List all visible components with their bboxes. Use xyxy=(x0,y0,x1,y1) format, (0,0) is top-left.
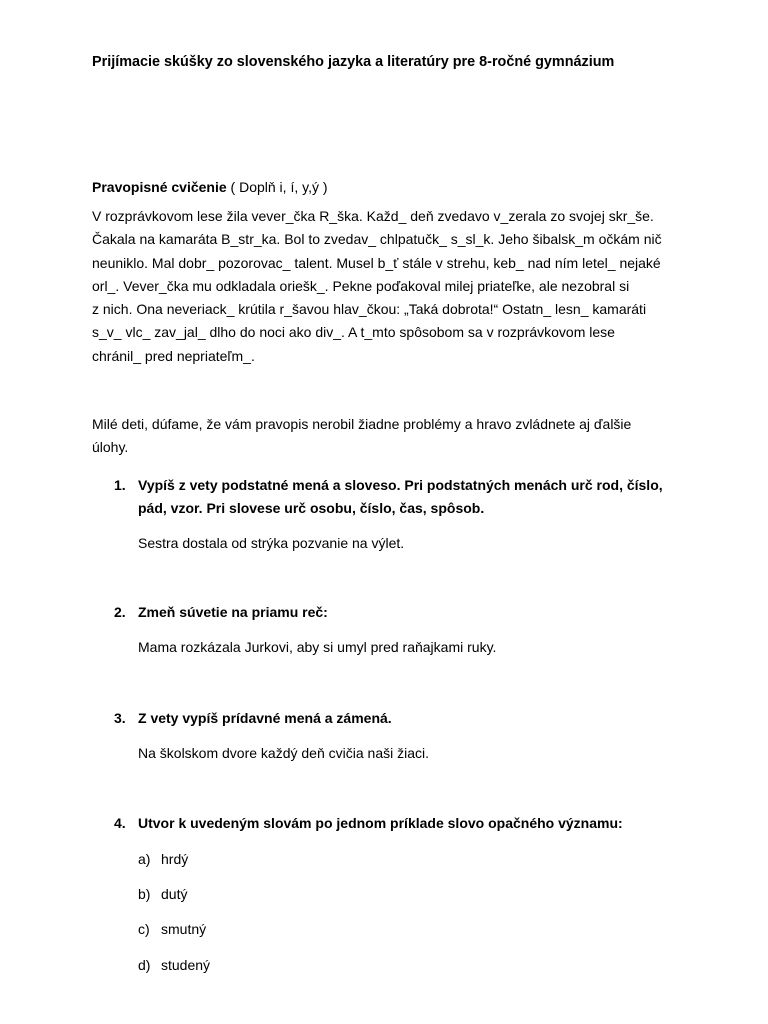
option-item xyxy=(138,921,206,937)
exercise-line: chránil_ pred nepriateľm_. xyxy=(92,347,255,364)
exercise-heading xyxy=(92,179,328,195)
intro-line: Milé deti, dúfame, že vám pravopis nerobil žiadne problémy a hravo zvládnete aj ďalšie xyxy=(92,416,632,432)
option-word: dutý xyxy=(161,886,188,902)
option-letter: c) xyxy=(138,921,150,937)
page-title: Prijímacie skúšky zo slovenského jazyka a literatúry pre 8-ročné gymnázium xyxy=(92,54,615,70)
exercise-paragraph xyxy=(92,205,692,368)
exercise-line: V rozprávkovom lese žila vever_čka R_ška. Každ_ deň zvedavo v_zerala zo svojej skr_še. xyxy=(92,208,654,224)
option-letter: d) xyxy=(138,957,151,973)
task-number: 2. xyxy=(114,604,126,620)
option-word: smutný xyxy=(161,921,207,937)
task-question xyxy=(138,474,694,521)
option-word: hrdý xyxy=(161,851,189,867)
task-question xyxy=(138,815,694,832)
intro-line: úlohy. xyxy=(92,439,129,456)
option-letter: b) xyxy=(138,886,151,902)
task-number: 1. xyxy=(114,477,126,493)
exercise-heading-label: Pravopisné cvičenie xyxy=(92,179,227,195)
task-example-sentence: Sestra dostala od strýka pozvanie na výlet. xyxy=(138,535,405,551)
exercise-line: s_v_ vlc_ zav_jal_ dlho do noci ako div_. A t_mto spôsobom sa v rozprávkovom lese xyxy=(92,324,615,341)
exercise-line: orl_. Vever_čka mu odkladala oriešk_. Pekne poďakoval milej priateľke, ale nezobral si xyxy=(92,277,630,294)
exercise-instruction: ( Doplň i, í, y,ý ) xyxy=(230,179,328,195)
option-item xyxy=(138,851,188,867)
task-example-sentence: Na školskom dvore každý deň cvičia naši žiaci. xyxy=(138,745,430,761)
exercise-line: neuniklo. Mal dobr_ pozorovac_ talent. Musel b_ť stále v strehu, keb_ nad ním letel_ nejaké xyxy=(92,254,661,271)
exercise-line: Čakala na kamaráta B_str_ka. Bol to zvedav_ chlpatučk_ s_sl_k. Jeho šibalsk_m očkám nič xyxy=(92,231,662,248)
exercise-line: z nich. Ona neveriack_ krútila r_šavou hlav_čkou: „Taká dobrota!“ Ostatn_ lesn_ kamaráti xyxy=(92,301,647,318)
task-question xyxy=(138,710,694,727)
task-question xyxy=(138,604,694,621)
task-question-line: Zmeň súvetie na priamu reč: xyxy=(138,604,328,620)
intro-paragraph xyxy=(92,413,692,460)
option-item xyxy=(138,886,187,902)
option-word: studený xyxy=(161,957,211,973)
task-example-sentence: Mama rozkázala Jurkovi, aby si umyl pred raňajkami ruky. xyxy=(138,639,497,655)
task-question-line: Utvor k uvedeným slovám po jednom príklade slovo opačného významu: xyxy=(138,815,623,831)
task-question-line: pád, vzor. Pri slovese urč osobu, číslo, čas, spôsob. xyxy=(138,500,485,517)
option-item xyxy=(138,957,210,973)
task-question-line: Vypíš z vety podstatné mená a sloveso. Pri podstatných menách urč rod, číslo, xyxy=(138,477,663,493)
option-letter: a) xyxy=(138,851,151,867)
task-number: 3. xyxy=(114,710,126,726)
task-question-line: Z vety vypíš prídavné mená a zámená. xyxy=(138,710,392,726)
task-number: 4. xyxy=(114,815,126,831)
